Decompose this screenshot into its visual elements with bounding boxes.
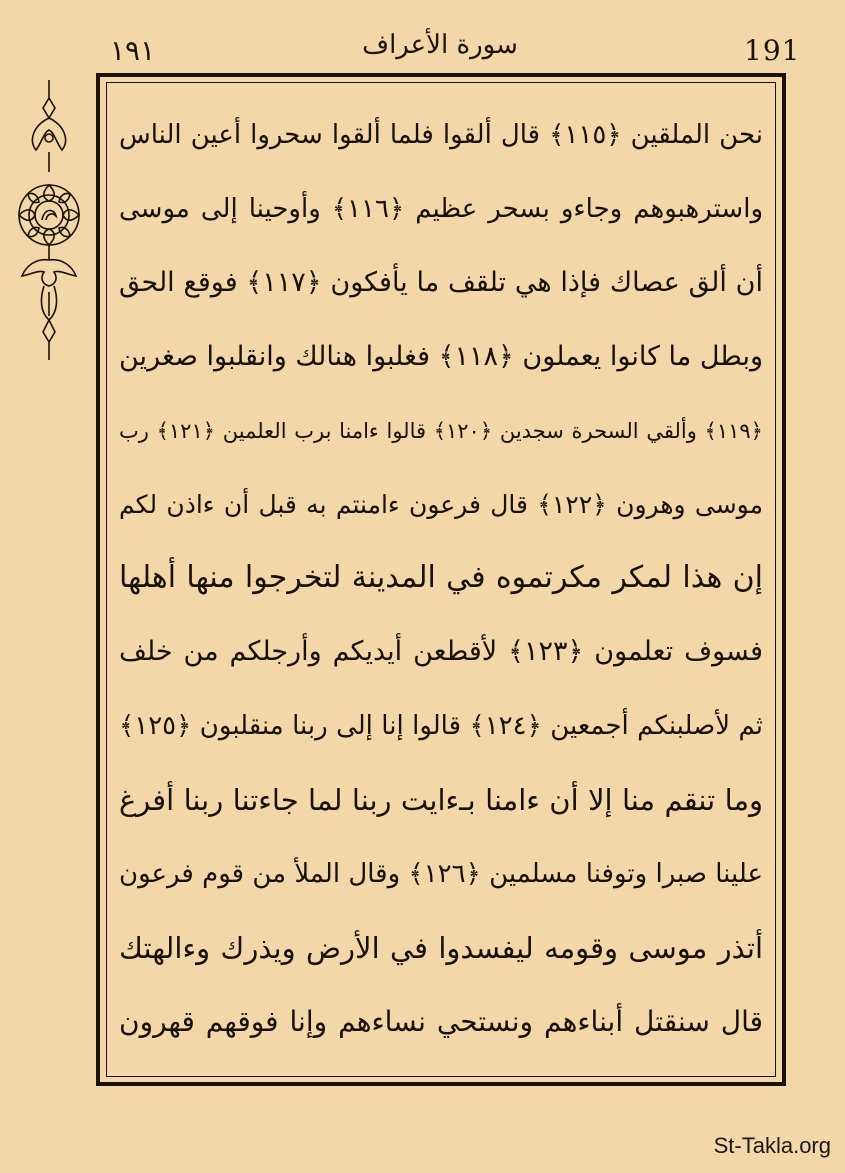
verse-line: قال سنقتل أبناءهم ونستحي نساءهم وإنا فوقهم قهرون: [119, 1004, 763, 1038]
verse-line: واسترهبوهم وجاءو بسحر عظيم ﴿١١٦﴾ وأوحينا إلى موسى: [119, 193, 763, 224]
verse-line: موسى وهرون ﴿١٢٢﴾ قال فرعون ءامنتم به قبل أن ءاذن لكم: [119, 489, 763, 519]
inner-text-frame: [106, 82, 776, 1077]
margin-ornament-icon: [14, 80, 84, 360]
verse-line: وما تنقم منا إلا أن ءامنا بـءايت ربنا لما جاءتنا ربنا أفرغ: [119, 783, 763, 818]
verse-line: وبطل ما كانوا يعملون ﴿١١٨﴾ فغلبوا هنالك وانقلبوا صغرين: [119, 340, 763, 372]
verse-line: ﴿١١٩﴾ وألقي السحرة سجدين ﴿١٢٠﴾ قالوا ءامنا برب العلمين ﴿١٢١﴾ رب: [119, 418, 763, 443]
verse-line: علينا صبرا وتوفنا مسلمين ﴿١٢٦﴾ وقال الملأ من قوم فرعون: [119, 859, 763, 890]
verse-line: ثم لأصلبنكم أجمعين ﴿١٢٤﴾ قالوا إنا إلى ربنا منقلبون ﴿١٢٥﴾: [119, 711, 763, 742]
verse-line: إن هذا لمكر مكرتموه في المدينة لتخرجوا منها أهلها: [119, 560, 763, 596]
verse-line: أن ألق عصاك فإذا هي تلقف ما يأفكون ﴿١١٧﴾ فوقع الحق: [119, 266, 763, 298]
watermark: St-Takla.org: [713, 1133, 831, 1158]
verse-line: أتذر موسى وقومه ليفسدوا في الأرض ويذرك وءالهتك: [119, 930, 763, 965]
verse-line: نحن الملقين ﴿١١٥﴾ قال ألقوا فلما ألقوا سحروا أعين الناس: [119, 120, 763, 150]
page-number-left: ١٩١: [110, 34, 156, 67]
page-number-right: 191: [744, 34, 801, 67]
surah-title: سورة الأعراف: [362, 30, 518, 60]
verse-line: فسوف تعلمون ﴿١٢٣﴾ لأقطعن أيديكم وأرجلكم من خلف: [119, 636, 763, 668]
